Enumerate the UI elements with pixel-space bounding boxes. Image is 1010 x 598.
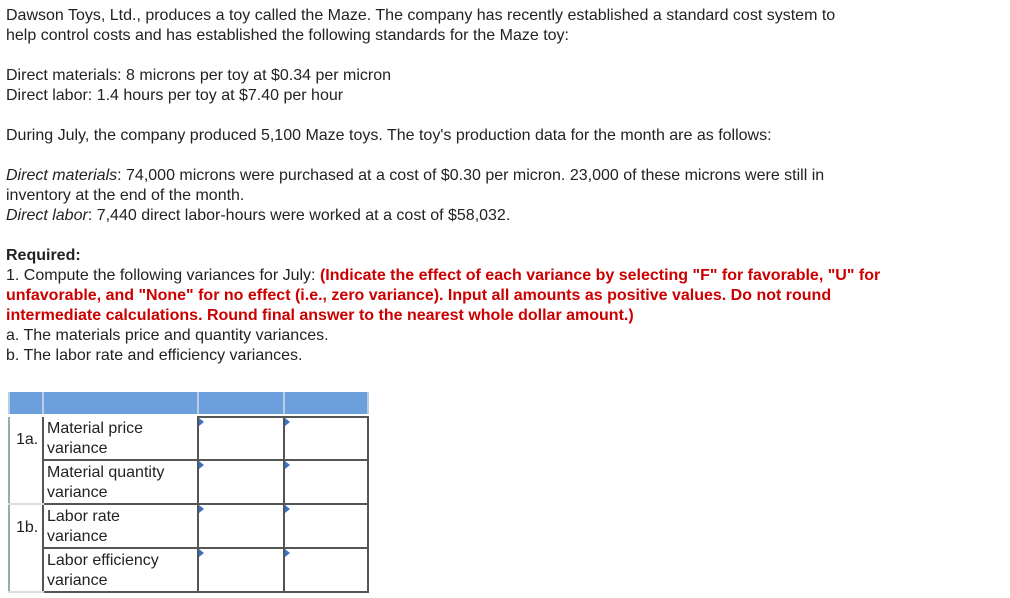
required-a: a. The materials price and quantity variances. (6, 327, 329, 344)
standard-labor: Direct labor: 1.4 hours per toy at $7.40 per hour (6, 87, 344, 104)
variance-table (8, 392, 369, 593)
intro-line-2: help control costs and has established the following standards for the Maze toy: (6, 27, 569, 44)
material-price-effect-select[interactable] (284, 417, 368, 460)
dropdown-marker-icon (285, 505, 290, 513)
actual-labor-label: Direct labor (6, 207, 88, 224)
dropdown-marker-icon (199, 505, 204, 513)
table-row: Material quantity variance (9, 460, 368, 504)
material-price-amount-input[interactable] (198, 417, 284, 460)
production-text: During July, the company produced 5,100 Maze toys. The toy's production data for the month are as follows: (6, 127, 772, 144)
standard-materials: Direct materials: 8 microns per toy at $0.34 per micron (6, 67, 392, 84)
required-heading: Required: (6, 247, 81, 264)
material-quantity-amount-input[interactable] (198, 460, 284, 504)
actual-materials-label: Direct materials (6, 167, 118, 184)
dropdown-marker-icon (199, 461, 204, 469)
actual-materials-line-2: inventory at the end of the month. (6, 187, 245, 204)
row-label-1b: 1b. (16, 519, 39, 536)
dropdown-marker-icon (285, 418, 290, 426)
labor-efficiency-amount-input[interactable] (198, 548, 284, 592)
dropdown-marker-icon (199, 549, 204, 557)
table-row: 1a. Material price variance (9, 417, 368, 460)
row-label-1a: 1a. (16, 431, 39, 448)
table-row: Labor efficiency variance (9, 548, 368, 592)
required-item-1: 1. Compute the following variances for July: (Indicate the effect of each variance by selecting "F" for favorable, "U" for (6, 267, 881, 284)
dropdown-marker-icon (199, 418, 204, 426)
actual-materials-line-1: Direct materials: 74,000 microns were purchased at a cost of $0.30 per micron. 23,000 of these microns were still in (6, 167, 825, 184)
required-instructions-3: intermediate calculations. Round final answer to the nearest whole dollar amount.) (6, 307, 634, 324)
intro-line-1: Dawson Toys, Ltd., produces a toy called the Maze. The company has recently established a standard cost system to (6, 7, 836, 24)
required-instructions-2: unfavorable, and "None" for no effect (i.e., zero variance). Input all amounts as positive values. Do not round (6, 287, 832, 304)
table-header (9, 392, 368, 414)
labor-rate-effect-select[interactable] (284, 504, 368, 548)
labor-rate-amount-input[interactable] (198, 504, 284, 548)
dropdown-marker-icon (285, 461, 290, 469)
actual-labor: Direct labor: 7,440 direct labor-hours were worked at a cost of $58,032. (6, 207, 511, 224)
required-b: b. The labor rate and efficiency variances. (6, 347, 303, 364)
material-quantity-effect-select[interactable] (284, 460, 368, 504)
dropdown-marker-icon (285, 549, 290, 557)
labor-efficiency-effect-select[interactable] (284, 548, 368, 592)
table-row: 1b. Labor rate variance (9, 504, 368, 548)
